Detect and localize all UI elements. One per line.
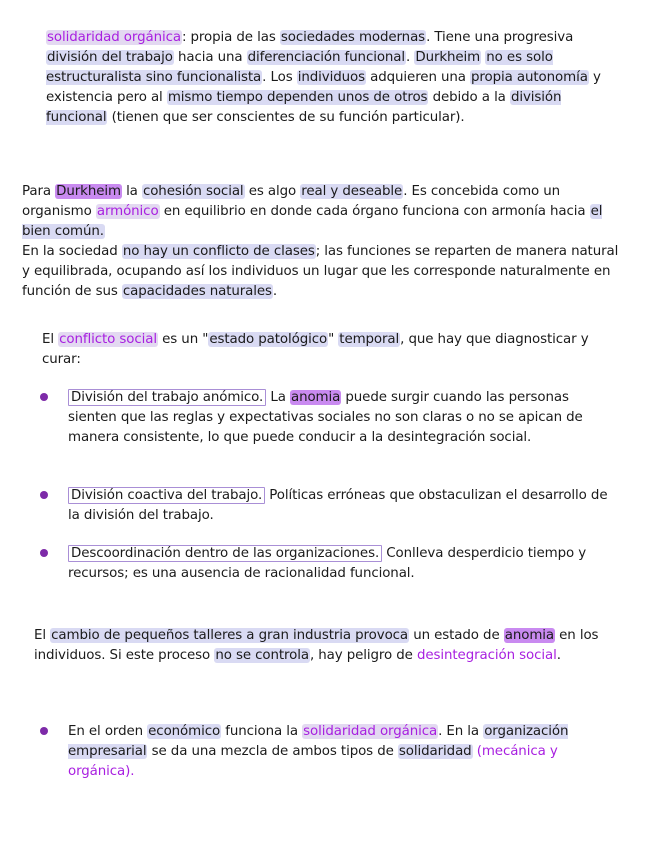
- text: se da una mezcla de ambos tipos de: [147, 744, 398, 759]
- text: El: [42, 332, 59, 347]
- bullet-icon: [40, 549, 48, 557]
- text: Políticas erróneas que obstaculizan el desarrollo de la división del trabajo.: [68, 488, 608, 523]
- list-item-discoordination: [68, 544, 608, 584]
- text: . Es concebida como un organismo: [22, 184, 561, 219]
- term-common-good: el bien común.: [22, 204, 603, 239]
- list-item-anomic-division: [68, 388, 608, 448]
- text: (: [472, 744, 482, 759]
- term-anomia: anomia: [290, 390, 341, 405]
- text: la: [121, 184, 142, 199]
- text: en equilibrio en donde cada órgano funciona con armonía hacia: [159, 204, 590, 219]
- text: El: [34, 628, 51, 643]
- term-economic: económico: [148, 724, 221, 739]
- text: funciona la: [221, 724, 303, 739]
- paragraph-social-conflict: [42, 330, 612, 370]
- text: Conlleva desperdicio tiempo y recursos; es una ausencia de racionalidad funcional.: [68, 546, 587, 581]
- term-anomia: anomia: [504, 628, 554, 643]
- term-durkheim: Durkheim: [56, 184, 121, 199]
- term-mechanical-organic: mecánica y orgánica: [68, 744, 558, 779]
- text: en los individuos. Si este proceso: [34, 628, 599, 663]
- term-modern-societies: sociedades modernas: [280, 30, 426, 45]
- paragraph-organic-solidarity: [46, 28, 612, 128]
- term-social-conflict: conflicto social: [59, 332, 157, 347]
- text: y existencia pero al: [46, 70, 601, 105]
- term-social-disintegration: desintegración social: [416, 648, 557, 663]
- text: .: [272, 284, 278, 299]
- term-real-desirable: real y deseable: [301, 184, 403, 199]
- text: es un ": [157, 332, 209, 347]
- text: . En la: [438, 724, 484, 739]
- term-autonomy: propia autonomía: [471, 70, 588, 85]
- term-functional-division: división funcional: [46, 90, 562, 125]
- term-organic-solidarity: solidaridad orgánica: [303, 724, 438, 739]
- text: ).: [125, 764, 135, 779]
- paragraph-industrial-change: [34, 626, 622, 666]
- bullet-icon: [40, 393, 48, 401]
- text: Para: [22, 184, 56, 199]
- term-pathological-state: estado patológico: [209, 332, 328, 347]
- term-solidarity: solidaridad: [398, 744, 472, 759]
- term-industrial-change: cambio de pequeños talleres a gran industria provoca: [51, 628, 409, 643]
- text: .: [556, 648, 561, 663]
- paragraph-social-cohesion: [22, 182, 628, 302]
- text: ": [328, 332, 339, 347]
- text: debido a la: [428, 90, 510, 105]
- text: es algo: [244, 184, 301, 199]
- text: ; las funciones se reparten de manera natural y equilibrada, ocupando así los individuos un lugar que les corresponde naturalmente en función de sus: [22, 244, 619, 299]
- list-item-economic-order: [68, 722, 598, 782]
- term-functionalist: no es solo estructuralista sino funcionalista: [46, 50, 553, 85]
- term-natural-capacities: capacidades naturales: [122, 284, 272, 299]
- text: : propia de las: [181, 30, 280, 45]
- term-discoordination: Descoordinación dentro de las organizaciones.: [68, 545, 382, 562]
- term-harmonic: armónico: [96, 204, 159, 219]
- text: , hay peligro de: [309, 648, 417, 663]
- term-social-cohesion: cohesión social: [142, 184, 244, 199]
- text: puede surgir cuando las personas sienten que las reglas y expectativas sociales no son claras o no se apican de manera consistente, lo que puede conducir a la desintegración social.: [68, 390, 583, 445]
- term-temporary: temporal: [339, 332, 400, 347]
- text: un estado de: [409, 628, 504, 643]
- text: . Los: [262, 70, 297, 85]
- text: adquieren una: [365, 70, 471, 85]
- term-not-controlled: no se controla: [215, 648, 309, 663]
- term-anomic-division: División del trabajo anómico.: [68, 389, 266, 406]
- bullet-icon: [40, 727, 48, 735]
- text: (tienen que ser conscientes de su función particular).: [107, 110, 465, 125]
- text: , que hay que diagnosticar y curar:: [42, 332, 589, 367]
- text: En la sociedad: [22, 244, 122, 259]
- term-business-organization: organización empresarial: [68, 724, 569, 759]
- text: . Tiene una progresiva: [426, 30, 574, 45]
- term-division-of-labor: división del trabajo: [47, 50, 173, 65]
- text: hacia una: [173, 50, 247, 65]
- text: .: [406, 50, 415, 65]
- text: La: [266, 390, 290, 405]
- term-durkheim: Durkheim: [415, 50, 481, 65]
- list-item-coercive-division: [68, 486, 616, 526]
- term-organic-solidarity: solidaridad orgánica: [47, 30, 181, 45]
- term-individuals: individuos: [297, 70, 365, 85]
- term-functional-differentiation: diferenciación funcional: [247, 50, 406, 65]
- term-no-class-conflict: no hay un conflicto de clases: [122, 244, 315, 259]
- term-coercive-division: División coactiva del trabajo.: [68, 487, 265, 504]
- bullet-icon: [40, 491, 48, 499]
- term-interdependence: mismo tiempo dependen unos de otros: [167, 90, 428, 105]
- text: En el orden: [68, 724, 148, 739]
